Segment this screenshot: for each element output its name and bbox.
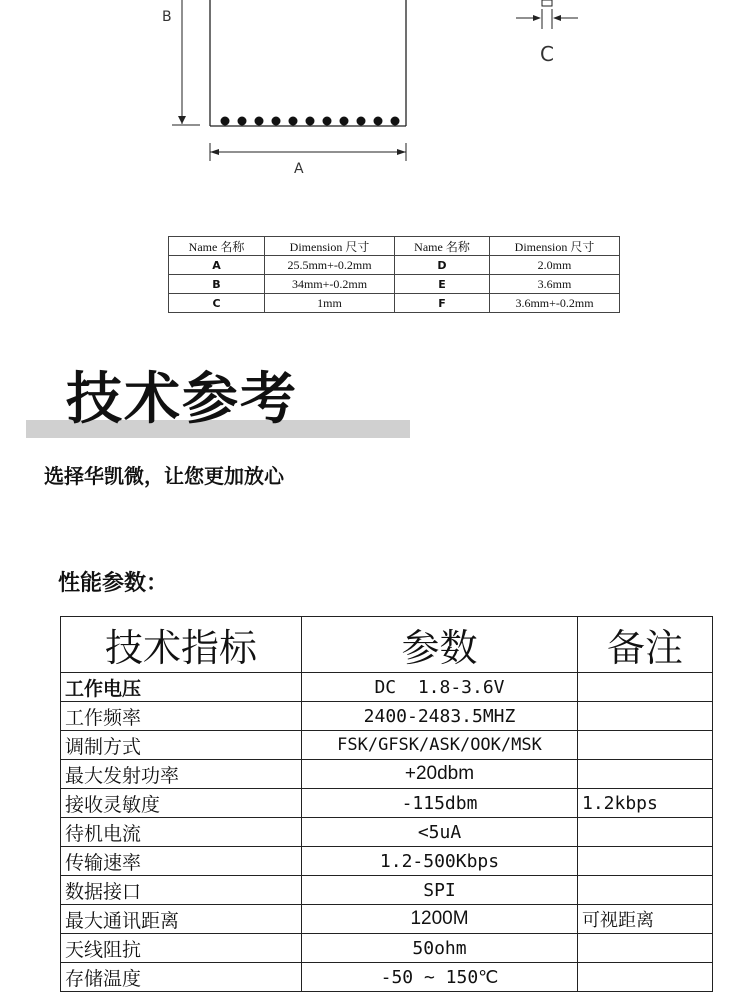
table-row	[61, 702, 713, 731]
spec-note	[578, 818, 713, 847]
spec-value: 50ohm	[302, 934, 578, 963]
spec-name: 待机电流	[61, 818, 302, 847]
dim-name: A	[169, 256, 265, 275]
spec-note: 可视距离	[578, 905, 713, 934]
spec-name: 接收灵敏度	[61, 789, 302, 818]
spec-value: -50 ~ 150℃	[302, 963, 578, 992]
table-row	[61, 673, 713, 702]
spec-name: 传输速率	[61, 847, 302, 876]
spec-name: 工作电压	[61, 673, 302, 702]
dim-value: 3.6mm+-0.2mm	[490, 294, 620, 313]
dimension-label-c: C	[540, 42, 554, 66]
spec-value: SPI	[302, 876, 578, 905]
module-dimension-drawing	[0, 0, 750, 200]
dim-value: 34mm+-0.2mm	[265, 275, 395, 294]
table-row	[61, 934, 713, 963]
dim-value: 3.6mm	[490, 275, 620, 294]
table-row	[61, 963, 713, 992]
performance-table	[60, 616, 713, 992]
table-row	[61, 818, 713, 847]
spec-value: 2400-2483.5MHZ	[302, 702, 578, 731]
spec-value: FSK/GFSK/ASK/OOK/MSK	[302, 731, 578, 760]
spec-note	[578, 702, 713, 731]
dim-header-dimension-2: Dimension 尺寸	[490, 237, 620, 256]
spec-note	[578, 847, 713, 876]
spec-name: 天线阻抗	[61, 934, 302, 963]
perf-header-param: 参数	[302, 617, 578, 673]
spec-note	[578, 760, 713, 789]
section-title: 技术参考	[66, 367, 298, 432]
dim-value: 2.0mm	[490, 256, 620, 275]
table-row	[61, 905, 713, 934]
spec-name: 调制方式	[61, 731, 302, 760]
perf-header-note: 备注	[578, 617, 713, 673]
dim-name: C	[169, 294, 265, 313]
dim-value: 1mm	[265, 294, 395, 313]
spec-value: DC 1.8-3.6V	[302, 673, 578, 702]
spec-note	[578, 963, 713, 992]
table-row	[61, 760, 713, 789]
dim-header-name-1: Name 名称	[169, 237, 265, 256]
spec-name: 工作频率	[61, 702, 302, 731]
table-row	[169, 275, 620, 294]
performance-title: 性能参数：	[58, 571, 169, 596]
table-row	[169, 294, 620, 313]
spec-value: 1.2-500Kbps	[302, 847, 578, 876]
spec-name: 数据接口	[61, 876, 302, 905]
dim-header-dimension-1: Dimension 尺寸	[265, 237, 395, 256]
dimension-label-b: B	[162, 9, 172, 25]
spec-name: 最大通讯距离	[61, 905, 302, 934]
spec-note: 1.2kbps	[578, 789, 713, 818]
spec-note	[578, 934, 713, 963]
section-subtitle: 选择华凯微，让您更加放心	[44, 464, 284, 488]
table-row	[61, 731, 713, 760]
dim-header-name-2: Name 名称	[395, 237, 490, 256]
spec-note	[578, 731, 713, 760]
perf-header-spec: 技术指标	[61, 617, 302, 673]
table-row	[61, 876, 713, 905]
table-row	[169, 256, 620, 275]
dim-name: F	[395, 294, 490, 313]
spec-note	[578, 876, 713, 905]
spec-value: -115dbm	[302, 789, 578, 818]
dimension-table	[168, 236, 620, 313]
spec-name: 存储温度	[61, 963, 302, 992]
table-row	[61, 847, 713, 876]
dim-value: 25.5mm+-0.2mm	[265, 256, 395, 275]
spec-value: +20dbm	[302, 760, 578, 789]
spec-name: 最大发射功率	[61, 760, 302, 789]
dimension-label-a: A	[294, 161, 304, 177]
spec-note	[578, 673, 713, 702]
table-row	[61, 789, 713, 818]
dim-name: E	[395, 275, 490, 294]
spec-value: 1200M	[302, 905, 578, 934]
dim-name: B	[169, 275, 265, 294]
spec-value: <5uA	[302, 818, 578, 847]
dim-name: D	[395, 256, 490, 275]
